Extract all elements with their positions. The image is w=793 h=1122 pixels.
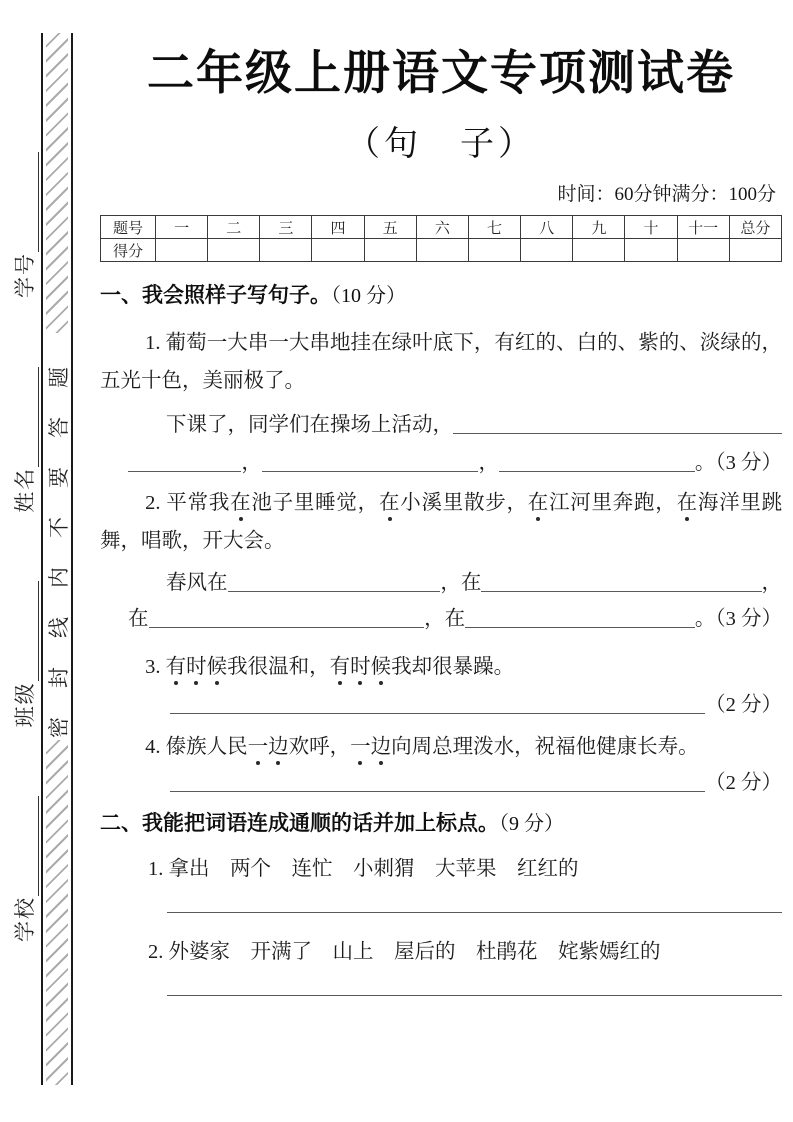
s1-q4-prompt	[100, 728, 782, 766]
text-run: 江河里奔跑，	[549, 492, 677, 515]
text-run: ，在	[424, 608, 466, 631]
text-run: 向周总理泼水，祝福他健康长寿。	[391, 736, 699, 759]
emphasized-text: 一边	[350, 736, 392, 759]
score-col-header: 二	[208, 216, 260, 239]
emphasized-text: 在	[378, 492, 401, 515]
section-one-score: （10 分）	[331, 285, 406, 308]
s1-q3-answer-line	[170, 692, 782, 718]
s1-q2-prompt	[100, 484, 782, 560]
answer-blank-line[interactable]	[228, 591, 441, 592]
student-field-blank[interactable]	[17, 367, 39, 467]
score-col-header: 总分	[729, 216, 781, 239]
student-field-label: 学校	[13, 896, 37, 942]
s2-q1-word-list: 1. 拿出 两个 连忙 小刺猬 大苹果 红红的	[148, 858, 579, 881]
student-info-fields	[7, 152, 41, 942]
text-run: 。（3 分）	[694, 608, 782, 631]
text-run: ，在	[440, 572, 482, 595]
score-col-header: 十一	[677, 216, 729, 239]
text-run: 海洋里跳舞，唱歌，开大会。	[100, 492, 783, 553]
text-run: 欢呼，	[288, 736, 351, 759]
student-field-label: 学号	[13, 252, 37, 299]
answer-blank-line[interactable]	[167, 995, 782, 996]
answer-blank-line[interactable]	[499, 471, 695, 472]
s1-q2-answer-line-2	[128, 606, 782, 632]
emphasized-text: 在	[230, 492, 252, 515]
student-field-blank[interactable]	[17, 581, 39, 681]
text-run: 。（3 分）	[694, 452, 782, 475]
seal-hatch-bottom	[46, 740, 68, 1085]
paper-subtitle: （句 子）	[346, 126, 536, 164]
score-cell[interactable]	[468, 239, 520, 262]
text-run: ，	[241, 452, 262, 475]
s1-q1-answer-line-1	[166, 412, 782, 438]
score-cell[interactable]	[521, 239, 573, 262]
answer-blank-line[interactable]	[167, 912, 782, 913]
paper-title: 二年级上册语文专项测试卷	[147, 46, 735, 99]
text-run: 小溪里散步，	[400, 492, 528, 515]
paper-content	[100, 0, 782, 1000]
emphasized-text: 一边	[247, 736, 289, 759]
text-run: 2. 平常我	[145, 492, 231, 515]
text-run: 春风在	[166, 572, 228, 595]
score-row-label: 得分	[101, 239, 156, 262]
text-run: ，	[478, 452, 499, 475]
text-run: （2 分）	[705, 772, 782, 795]
s1-q4-answer-line	[170, 770, 782, 796]
s2-q2-answer-line	[167, 995, 782, 1000]
time-score-note: 时间：60分钟满分：100分	[557, 184, 776, 206]
score-table-header-row	[101, 216, 782, 239]
score-cell[interactable]	[729, 239, 781, 262]
score-col-header: 八	[521, 216, 573, 239]
answer-blank-line[interactable]	[149, 627, 425, 628]
s1-q2-answer-line-1	[166, 570, 782, 596]
score-col-header: 十	[625, 216, 677, 239]
score-col-header: 九	[573, 216, 625, 239]
answer-blank-line[interactable]	[170, 791, 705, 792]
score-cell[interactable]	[625, 239, 677, 262]
score-cell[interactable]	[364, 239, 416, 262]
answer-blank-line[interactable]	[170, 713, 705, 714]
emphasized-text: 在	[527, 492, 550, 515]
section-one-title: 一、我会照样子写句子。	[100, 284, 331, 308]
score-cell[interactable]	[573, 239, 625, 262]
student-field-label: 班级	[13, 681, 37, 728]
s1-q3-prompt	[100, 648, 782, 686]
score-cell[interactable]	[677, 239, 729, 262]
score-cell[interactable]	[260, 239, 312, 262]
text-run: 我很温和，	[227, 656, 330, 679]
s1-q1-answer-line-2	[128, 450, 782, 476]
answer-blank-line[interactable]	[128, 471, 241, 472]
text-run: （2 分）	[705, 694, 782, 717]
score-col-header: 一	[156, 216, 208, 239]
section-two-title: 二、我能把词语连成通顺的话并加上标点。	[100, 812, 499, 836]
score-cell[interactable]	[208, 239, 260, 262]
score-col-header: 三	[260, 216, 312, 239]
s2-q2-word-list: 2. 外婆家 开满了 山上 屋后的 杜鹃花 姹紫嫣红的	[148, 941, 661, 964]
text-run: 在	[128, 608, 149, 631]
emphasized-text: 有时候	[329, 656, 392, 679]
text-run: 4. 傣族人民	[145, 736, 248, 759]
score-col-header: 七	[468, 216, 520, 239]
answer-blank-line[interactable]	[453, 433, 782, 434]
section-two-score: （9 分）	[499, 813, 564, 836]
score-col-header: 五	[364, 216, 416, 239]
student-field-blank[interactable]	[17, 796, 39, 896]
score-table-corner-label: 题号	[101, 216, 156, 239]
emphasized-text: 有时候	[165, 656, 228, 679]
seal-line-band	[41, 33, 73, 1085]
student-field-blank[interactable]	[17, 152, 39, 252]
score-table	[100, 215, 782, 262]
text-run: 我却很暴躁。	[391, 656, 515, 679]
s2-q1-answer-line	[167, 912, 782, 917]
student-field	[9, 796, 39, 942]
score-cell[interactable]	[416, 239, 468, 262]
text-run: ，	[761, 572, 782, 595]
section-two-heading	[100, 810, 782, 838]
student-field	[9, 581, 39, 727]
score-col-header: 四	[312, 216, 364, 239]
text-run: 下课了，同学们在操场上活动，	[166, 414, 453, 437]
text-run: 3.	[145, 656, 166, 679]
text-run: 池子里睡觉，	[251, 492, 379, 515]
student-field-label: 姓名	[13, 466, 37, 513]
student-field	[9, 152, 39, 298]
s1-q1-prompt: 1. 葡萄一大串一大串地挂在绿叶底下，有红的、白的、紫的、淡绿的，五光十色，美丽极了。	[100, 332, 782, 393]
answer-blank-line[interactable]	[481, 591, 761, 592]
section-one-heading	[100, 282, 782, 310]
seal-line-text: 密封线内不要答题	[47, 338, 71, 738]
answer-blank-line[interactable]	[262, 471, 479, 472]
seal-hatch-top	[46, 33, 68, 333]
score-col-header: 六	[416, 216, 468, 239]
score-cell[interactable]	[156, 239, 208, 262]
answer-blank-line[interactable]	[465, 627, 695, 628]
score-table-score-row	[101, 239, 782, 262]
score-cell[interactable]	[312, 239, 364, 262]
student-field	[9, 367, 39, 513]
emphasized-text: 在	[676, 492, 698, 515]
